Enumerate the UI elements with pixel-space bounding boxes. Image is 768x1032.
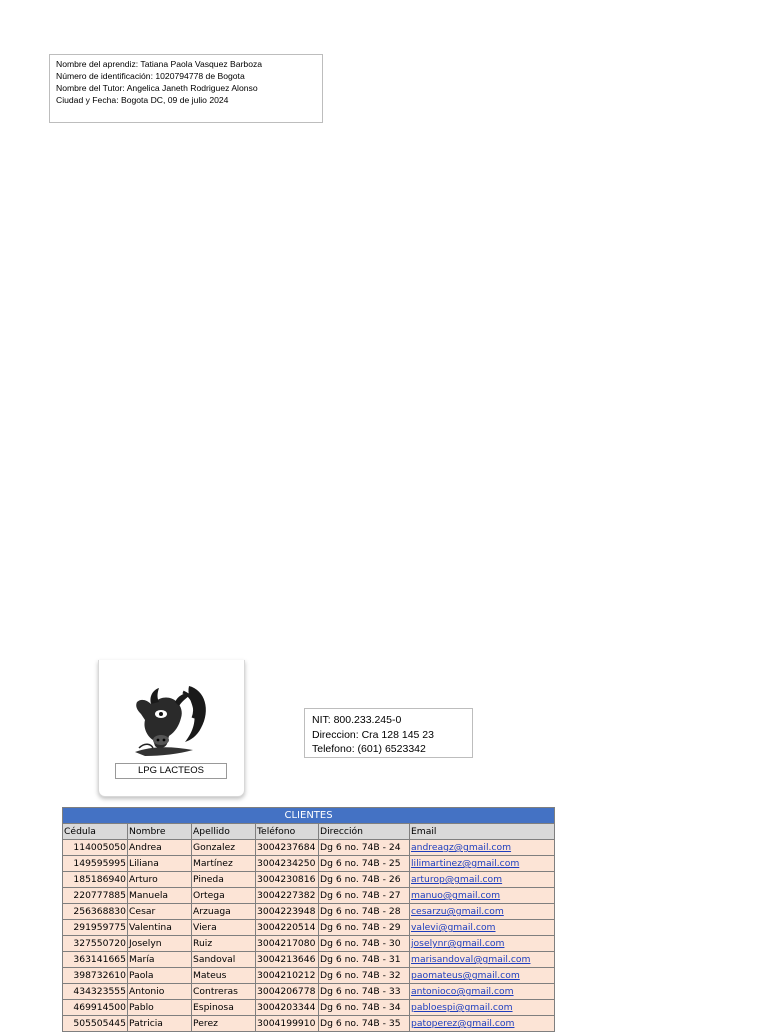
header-email: Email	[410, 824, 555, 840]
email-link[interactable]: arturop@gmail.com	[411, 874, 503, 885]
company-nit: NIT: 800.233.245-0	[312, 714, 402, 726]
cell-nombre: Arturo	[128, 872, 192, 888]
cell-nombre: Joselyn	[128, 936, 192, 952]
cell-direccion: Dg 6 no. 74B - 28	[319, 904, 410, 920]
city-date: Ciudad y Fecha: Bogota DC, 09 de julio 2024	[56, 95, 229, 105]
cell-nombre: Liliana	[128, 856, 192, 872]
cell-apellido: Viera	[192, 920, 256, 936]
cell-email	[410, 968, 555, 984]
email-link[interactable]: patoperez@gmail.com	[411, 1018, 515, 1029]
company-phone: Telefono: (601) 6523342	[312, 743, 426, 755]
cell-email	[410, 904, 555, 920]
email-link[interactable]: lilimartinez@gmail.com	[411, 858, 520, 869]
header-cedula: Cédula	[63, 824, 128, 840]
cell-cedula: 327550720	[63, 936, 128, 952]
cell-direccion: Dg 6 no. 74B - 33	[319, 984, 410, 1000]
table-row	[63, 904, 555, 920]
table-row	[63, 872, 555, 888]
email-link[interactable]: andreagz@gmail.com	[411, 842, 512, 853]
cell-apellido: Sandoval	[192, 952, 256, 968]
cell-apellido: Arzuaga	[192, 904, 256, 920]
cell-email	[410, 856, 555, 872]
cell-email	[410, 840, 555, 856]
table-row	[63, 952, 555, 968]
cell-nombre: Paola	[128, 968, 192, 984]
cell-telefono: 3004206778	[256, 984, 319, 1000]
cell-apellido: Ruiz	[192, 936, 256, 952]
cell-telefono: 3004230816	[256, 872, 319, 888]
cell-cedula: 185186940	[63, 872, 128, 888]
cell-apellido: Perez	[192, 1016, 256, 1032]
cell-email	[410, 920, 555, 936]
header-nombre: Nombre	[128, 824, 192, 840]
cell-cedula: 398732610	[63, 968, 128, 984]
cell-telefono: 3004199910	[256, 1016, 319, 1032]
cell-direccion: Dg 6 no. 74B - 26	[319, 872, 410, 888]
cell-nombre: Andrea	[128, 840, 192, 856]
cell-nombre: Patricia	[128, 1016, 192, 1032]
table-row	[63, 936, 555, 952]
email-link[interactable]: cesarzu@gmail.com	[411, 906, 504, 917]
header-apellido: Apellido	[192, 824, 256, 840]
header-direccion: Dirección	[319, 824, 410, 840]
cow-icon	[131, 680, 213, 760]
header-telefono: Teléfono	[256, 824, 319, 840]
cell-email	[410, 872, 555, 888]
cell-direccion: Dg 6 no. 74B - 24	[319, 840, 410, 856]
table-row	[63, 888, 555, 904]
cell-telefono: 3004234250	[256, 856, 319, 872]
cell-apellido: Gonzalez	[192, 840, 256, 856]
cell-email	[410, 936, 555, 952]
cell-nombre: Manuela	[128, 888, 192, 904]
cell-apellido: Espinosa	[192, 1000, 256, 1016]
table-row	[63, 856, 555, 872]
cell-nombre: Valentina	[128, 920, 192, 936]
cell-direccion: Dg 6 no. 74B - 35	[319, 1016, 410, 1032]
cell-cedula: 220777885	[63, 888, 128, 904]
cell-telefono: 3004217080	[256, 936, 319, 952]
table-body	[63, 840, 555, 1032]
cell-telefono: 3004213646	[256, 952, 319, 968]
company-logo-card	[98, 660, 245, 797]
company-address: Direccion: Cra 128 145 23	[312, 728, 434, 741]
table-header-row	[63, 824, 555, 840]
cell-direccion: Dg 6 no. 74B - 31	[319, 952, 410, 968]
cell-apellido: Mateus	[192, 968, 256, 984]
table-title-row	[63, 808, 555, 824]
cell-cedula: 469914500	[63, 1000, 128, 1016]
email-link[interactable]: joselynr@gmail.com	[411, 938, 505, 949]
email-link[interactable]: valevi@gmail.com	[411, 922, 496, 933]
cell-telefono: 3004210212	[256, 968, 319, 984]
cell-direccion: Dg 6 no. 74B - 25	[319, 856, 410, 872]
cell-nombre: Pablo	[128, 1000, 192, 1016]
apprentice-name: Nombre del aprendiz: Tatiana Paola Vasquez Barboza	[56, 59, 263, 69]
cell-telefono: 3004220514	[256, 920, 319, 936]
clients-table	[62, 807, 555, 1032]
cell-nombre: Cesar	[128, 904, 192, 920]
cell-email	[410, 888, 555, 904]
table-row	[63, 920, 555, 936]
cell-cedula: 256368830	[63, 904, 128, 920]
tutor-name: Nombre del Tutor: Angelica Janeth Rodriguez Alonso	[56, 83, 258, 93]
cell-telefono: 3004203344	[256, 1000, 319, 1016]
cell-apellido: Contreras	[192, 984, 256, 1000]
table-title: CLIENTES	[63, 808, 555, 824]
cell-telefono: 3004237684	[256, 840, 319, 856]
apprentice-id: Número de identificación: 1020794778 de Bogota	[56, 71, 245, 81]
table-row	[63, 840, 555, 856]
cell-cedula: 149595995	[63, 856, 128, 872]
cell-apellido: Pineda	[192, 872, 256, 888]
email-link[interactable]: antonioco@gmail.com	[411, 986, 514, 997]
cell-direccion: Dg 6 no. 74B - 27	[319, 888, 410, 904]
apprentice-info-box	[49, 54, 323, 123]
cell-apellido: Martínez	[192, 856, 256, 872]
company-info-box	[304, 708, 473, 758]
cell-email	[410, 952, 555, 968]
cell-cedula: 363141665	[63, 952, 128, 968]
cell-telefono: 3004223948	[256, 904, 319, 920]
cell-direccion: Dg 6 no. 74B - 29	[319, 920, 410, 936]
cell-email	[410, 984, 555, 1000]
cell-email	[410, 1000, 555, 1016]
email-link[interactable]: pabloespi@gmail.com	[411, 1002, 513, 1013]
email-link[interactable]: marisandoval@gmail.com	[411, 954, 531, 965]
table-row	[63, 984, 555, 1000]
cell-cedula: 114005050	[63, 840, 128, 856]
cell-direccion: Dg 6 no. 74B - 34	[319, 1000, 410, 1016]
logo-label: LPG LACTEOS	[115, 763, 227, 779]
cell-direccion: Dg 6 no. 74B - 30	[319, 936, 410, 952]
table-row	[63, 1000, 555, 1016]
cell-telefono: 3004227382	[256, 888, 319, 904]
email-link[interactable]: manuo@gmail.com	[411, 890, 501, 901]
cell-nombre: María	[128, 952, 192, 968]
cell-cedula: 434323555	[63, 984, 128, 1000]
cell-nombre: Antonio	[128, 984, 192, 1000]
cell-direccion: Dg 6 no. 74B - 32	[319, 968, 410, 984]
cell-cedula: 291959775	[63, 920, 128, 936]
table-row	[63, 968, 555, 984]
cell-cedula: 505505445	[63, 1016, 128, 1032]
cell-apellido: Ortega	[192, 888, 256, 904]
email-link[interactable]: paomateus@gmail.com	[411, 970, 520, 981]
